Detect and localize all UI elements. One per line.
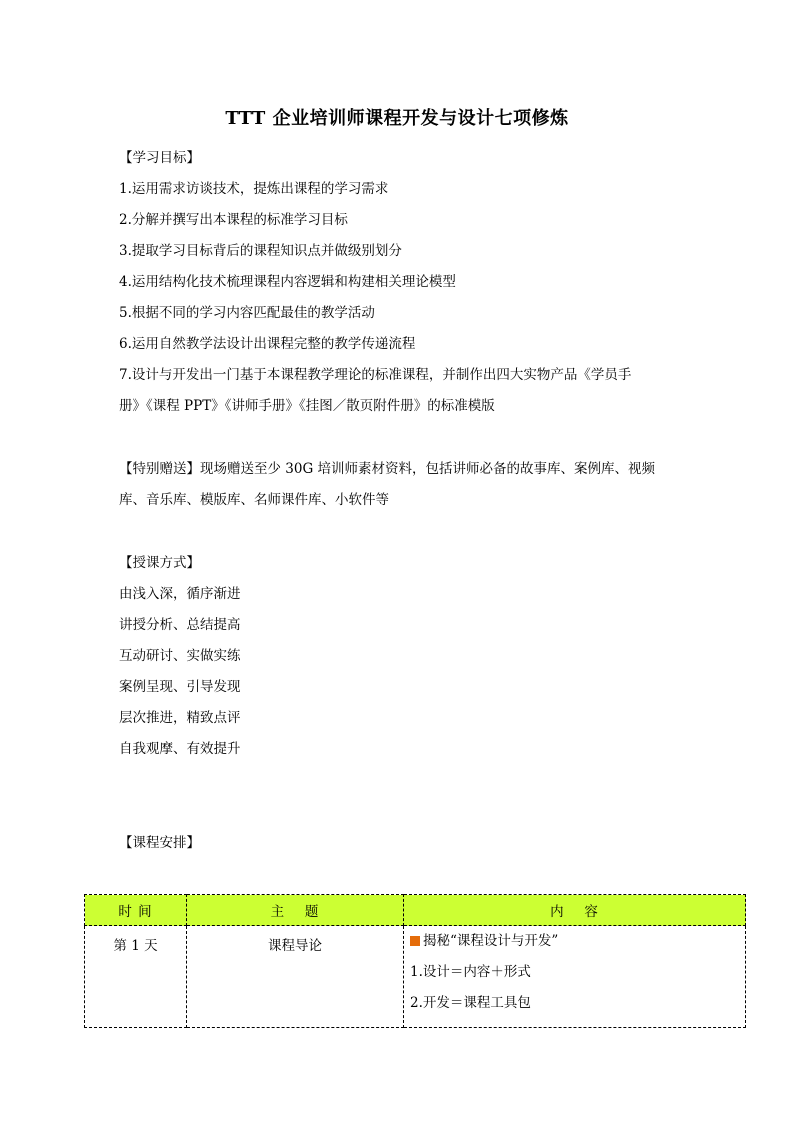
header-topic: 主 题 xyxy=(187,895,404,926)
goal-item: 6.运用自然教学法设计出课程完整的教学传递流程 xyxy=(119,336,416,352)
row-time: 第 1 天 xyxy=(85,926,187,1028)
schedule-table xyxy=(84,894,746,1028)
goal-item: 册》《课程 PPT》《讲师手册》《挂图／散页附件册》的标准模版 xyxy=(119,398,495,414)
gift-paragraph-line: 【特别赠送】现场赠送至少 30G 培训师素材资料，包括讲师必备的故事库、案例库、视频 xyxy=(119,461,656,477)
goal-item: 4.运用结构化技术梳理课程内容逻辑和构建相关理论模型 xyxy=(119,274,456,290)
goal-item: 3.提取学习目标背后的课程知识点并做级别划分 xyxy=(119,243,402,259)
method-item: 自我观摩、有效提升 xyxy=(119,741,241,757)
section-heading-schedule: 【课程安排】 xyxy=(119,835,200,851)
schedule-header-row xyxy=(85,895,746,926)
row-content xyxy=(404,926,746,1028)
content-line: 1.设计＝内容＋形式 xyxy=(410,964,531,980)
goal-item: 1.运用需求访谈技术，提炼出课程的学习需求 xyxy=(119,181,389,197)
content-line: 2.开发＝课程工具包 xyxy=(410,995,531,1011)
document-title: TTT 企业培训师课程开发与设计七项修炼 xyxy=(225,108,569,129)
goal-item: 2.分解并撰写出本课程的标准学习目标 xyxy=(119,212,348,228)
method-item: 讲授分析、总结提高 xyxy=(119,617,241,633)
content-line-bullet xyxy=(404,926,745,957)
header-time: 时 间 xyxy=(85,895,187,926)
method-item: 互动研讨、实做实练 xyxy=(119,648,241,664)
section-heading-goals: 【学习目标】 xyxy=(119,150,200,166)
row-topic: 课程导论 xyxy=(187,926,404,1028)
square-bullet-icon xyxy=(410,936,420,946)
method-item: 由浅入深，循序渐进 xyxy=(119,586,241,602)
table-row xyxy=(85,926,746,1028)
header-content: 内 容 xyxy=(404,895,746,926)
gift-paragraph-line: 库、音乐库、模版库、名师课件库、小软件等 xyxy=(119,492,389,508)
goal-item: 5.根据不同的学习内容匹配最佳的教学活动 xyxy=(119,305,375,321)
content-line-text: 揭秘“课程设计与开发” xyxy=(423,933,559,949)
section-heading-method: 【授课方式】 xyxy=(119,555,200,571)
goal-item: 7.设计与开发出一门基于本课程教学理论的标准课程，并制作出四大实物产品《学员手 xyxy=(119,367,632,383)
method-item: 层次推进，精致点评 xyxy=(119,710,241,726)
method-item: 案例呈现、引导发现 xyxy=(119,679,241,695)
